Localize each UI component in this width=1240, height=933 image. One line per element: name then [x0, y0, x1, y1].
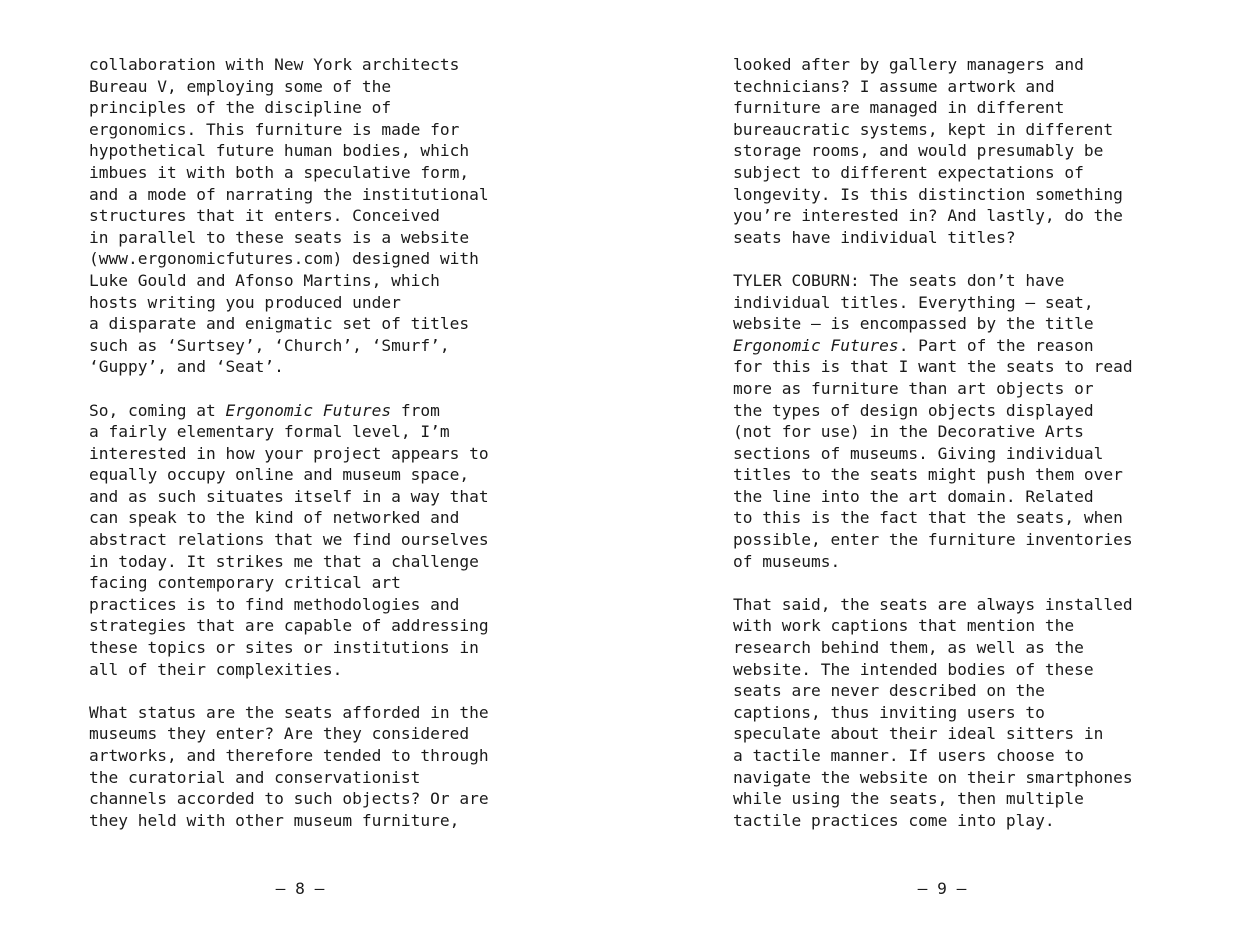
text-run: So, coming at — [89, 400, 226, 420]
text-line: can speak to the kind of networked and — [89, 508, 460, 528]
text-line: tactile practices come into play. — [733, 810, 1055, 830]
text-line: captions, thus inviting users to — [733, 702, 1045, 722]
text-line: speculate about their ideal sitters in — [733, 724, 1104, 744]
text-line: subject to different expectations of — [733, 162, 1084, 182]
text-line: technicians? I assume artwork and — [733, 76, 1055, 96]
text-line: the types of design objects displayed — [733, 400, 1094, 420]
text-line: artworks, and therefore tended to through — [89, 746, 489, 765]
text-line: the line into the art domain. Related — [733, 486, 1094, 506]
text-line: interested in how your project appears to — [89, 443, 489, 463]
text-line: (www.ergonomicfutures.com) designed with — [89, 249, 479, 269]
text-line: channels accorded to such objects? Or are — [89, 789, 489, 809]
text-line: website — is encompassed by the title — [733, 314, 1094, 334]
text-line: while using the seats, then multiple — [733, 789, 1084, 809]
text-line: titles to the seats might push them over — [733, 465, 1123, 485]
text-line: seats are never described on the — [733, 681, 1045, 701]
text-line: facing contemporary critical art — [89, 573, 401, 593]
text-line: navigate the website on their smartphones — [733, 767, 1133, 787]
text-line: furniture are managed in different — [733, 98, 1065, 118]
text-run: . Part of the reason — [898, 335, 1094, 355]
text-line: individual titles. Everything — seat, — [733, 292, 1094, 312]
paragraph — [89, 702, 529, 832]
text-line: they held with other museum furniture, — [89, 810, 460, 830]
left-text-block — [89, 54, 529, 831]
text-line: hosts writing you produced under — [89, 292, 401, 312]
text-line: website. The intended bodies of these — [733, 659, 1094, 679]
text-line: with work captions that mention the — [733, 616, 1075, 636]
text-line — [89, 400, 529, 422]
text-line: Bureau V, employing some of the — [89, 76, 392, 96]
paragraph — [733, 54, 1173, 248]
text-line: possible, enter the furniture inventories — [733, 530, 1133, 550]
text-line: you’re interested in? And lastly, do the — [733, 206, 1123, 226]
text-line: a tactile manner. If users choose to — [733, 746, 1084, 765]
page-number: — 9 — — [917, 879, 967, 898]
text-run: from — [391, 400, 440, 420]
work-title: Ergonomic Futures — [225, 400, 392, 420]
right-text-block — [733, 54, 1173, 831]
text-line: Luke Gould and Afonso Martins, which — [89, 270, 440, 290]
text-line: looked after by gallery managers and — [733, 55, 1084, 74]
text-line: ‘Guppy’, and ‘Seat’. — [89, 357, 284, 377]
paragraph — [89, 400, 529, 681]
text-line: of museums. — [733, 551, 841, 571]
text-line: imbues it with both a speculative form, — [89, 162, 470, 182]
text-line: abstract relations that we find ourselves — [89, 530, 489, 550]
text-line: structures that it enters. Conceived — [89, 206, 440, 226]
text-line: a disparate and enigmatic set of titles — [89, 314, 470, 334]
text-line: principles of the discipline of — [89, 98, 392, 118]
text-line: such as ‘Surtsey’, ‘Church’, ‘Smurf’, — [89, 335, 450, 355]
text-line: hypothetical future human bodies, which — [89, 141, 470, 161]
text-line: the curatorial and conservationist — [89, 767, 421, 787]
paragraph — [89, 54, 529, 378]
text-line: all of their complexities. — [89, 659, 343, 679]
text-line: That said, the seats are always installed — [733, 594, 1133, 614]
text-line: longevity. Is this distinction something — [733, 184, 1123, 204]
paragraph — [733, 594, 1173, 832]
text-line: equally occupy online and museum space, — [89, 465, 470, 485]
text-line: practices is to find methodologies and — [89, 594, 460, 614]
work-title: Ergonomic Futures — [733, 335, 899, 355]
text-line: What status are the seats afforded in the — [89, 702, 489, 722]
text-line: for this is that I want the seats to read — [733, 357, 1133, 377]
text-line: in parallel to these seats is a website — [89, 227, 470, 247]
text-line: more as furniture than art objects or — [733, 378, 1094, 398]
text-line: (not for use) in the Decorative Arts — [733, 422, 1084, 442]
text-line: collaboration with New York architects — [89, 55, 460, 74]
text-line: research behind them, as well as the — [733, 638, 1084, 658]
text-line: a fairly elementary formal level, I’m — [89, 422, 450, 442]
paragraph — [733, 270, 1173, 572]
text-line: sections of museums. Giving individual — [733, 443, 1104, 463]
text-line: and a mode of narrating the institutional — [89, 184, 489, 204]
text-line — [733, 335, 1173, 357]
text-line: TYLER COBURN: The seats don’t have — [733, 270, 1065, 290]
text-line: these topics or sites or institutions in — [89, 638, 479, 658]
text-line: to this is the fact that the seats, when — [733, 508, 1123, 528]
text-line: bureaucratic systems, kept in different — [733, 119, 1114, 139]
right-page — [620, 0, 1240, 933]
text-line: storage rooms, and would presumably be — [733, 141, 1104, 161]
text-line: ergonomics. This furniture is made for — [89, 119, 460, 139]
text-line: seats have individual titles? — [733, 227, 1016, 247]
text-line: museums they enter? Are they considered — [89, 724, 470, 744]
text-line: and as such situates itself in a way that — [89, 486, 489, 506]
text-line: strategies that are capable of addressing — [89, 616, 489, 636]
page-number: — 8 — — [275, 879, 325, 898]
text-line: in today. It strikes me that a challenge — [89, 551, 479, 571]
